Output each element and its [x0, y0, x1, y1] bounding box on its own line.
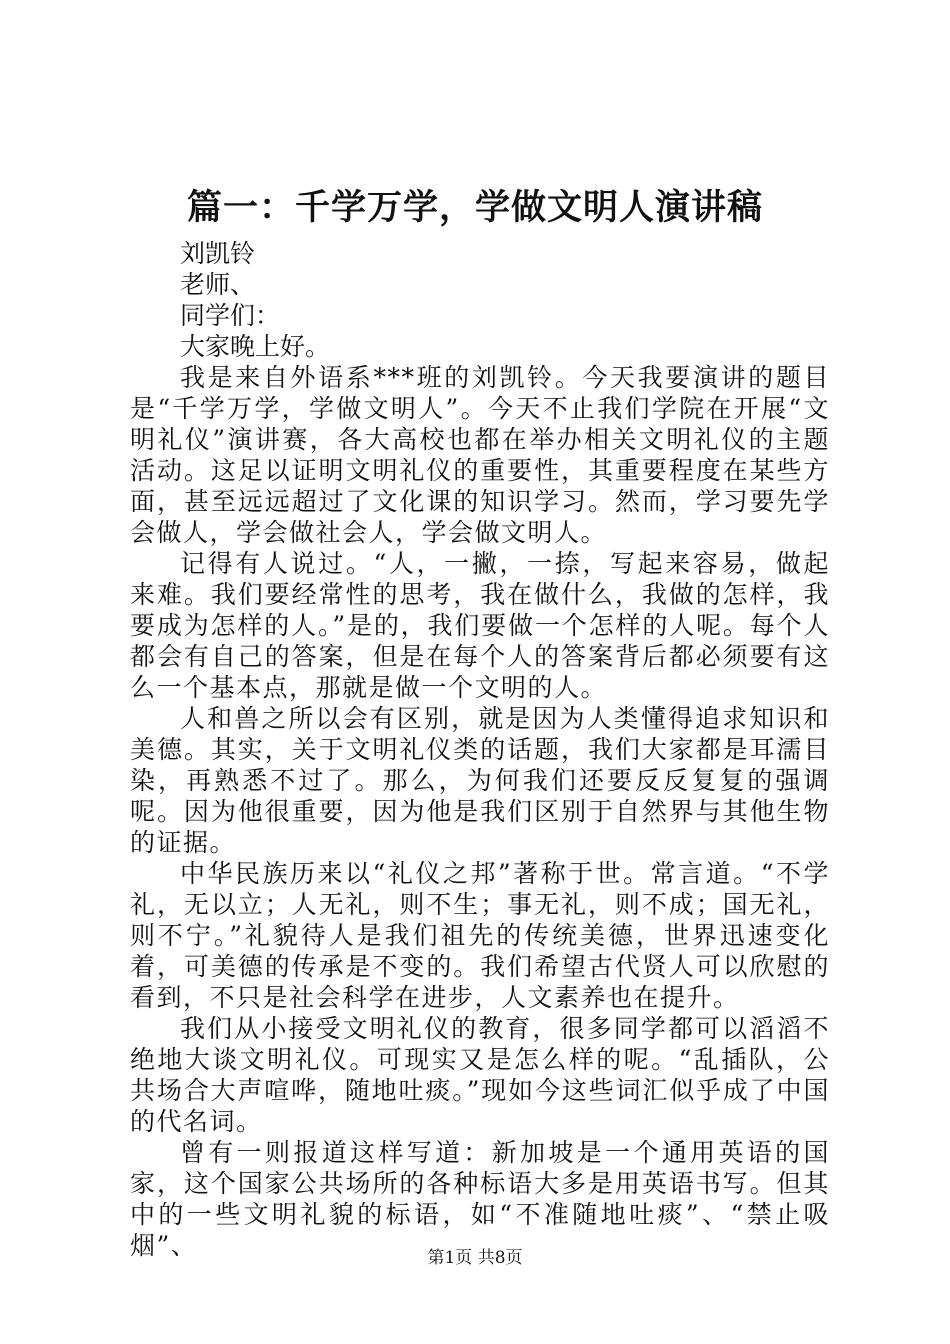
paragraph-2: 记得有人说过。“人，一撇，一捺，写起来容易，做起来难。我们要经常性的思考，我在做什么，我做的怎样，我要成为怎样的人。”是的，我们要做一个怎样的人呢。每个人都会有自己的答案，但是在每个人的答案背后都必须要有这么一个基本点，那就是做一个文明的人。 [130, 549, 830, 702]
paragraph-6: 曾有一则报道这样写道：新加坡是一个通用英语的国家，这个国家公共场所的各种标语大多是用英语书写。但其中的一些文明礼貌的标语，如“不准随地吐痰”、“禁止吸烟”、 [130, 1138, 830, 1260]
author-line: 刘凯铃 [180, 239, 256, 268]
paragraph-4: 中华民族历来以“礼仪之邦”著称于世。常言道。“不学礼，无以立；人无礼，则不生；事无礼，则不成；国无礼，则不宁。”礼貌待人是我们祖先的传统美德，世界迅速变化着，可美德的传承是不变的。我们希望古代贤人可以欣慰的看到，不只是社会科学在进步，人文素养也在提升。 [130, 859, 830, 1012]
paragraph-1: 我是来自外语系***班的刘凯铃。今天我要演讲的题目是“千学万学，学做文明人”。今天不止我们学院在开展“文明礼仪”演讲赛，各大高校也都在举办相关文明礼仪的主题活动。这足以证明文明礼仪的重要性，其重要程度在某些方面，甚至远远超过了文化课的知识学习。然而，学习要先学会做人，学会做社会人，学会做文明人。 [130, 363, 830, 547]
salutation-teachers: 老师、 [180, 270, 256, 299]
page-number-footer: 第1页 共8页 [427, 1248, 523, 1268]
salutation-students: 同学们： [180, 301, 281, 330]
document-title: 篇一：千学万学，学做文明人演讲稿 [186, 187, 763, 228]
greeting-line: 大家晚上好。 [180, 332, 331, 361]
paragraph-5: 我们从小接受文明礼仪的教育，很多同学都可以滔滔不绝地大谈文明礼仪。可现实又是怎么样的呢。“乱插队，公共场合大声喧哗，随地吐痰。”现如今这些词汇似乎成了中国的代名词。 [130, 1014, 830, 1136]
paragraph-3: 人和兽之所以会有区别，就是因为人类懂得追求知识和美德。其实，关于文明礼仪类的话题，我们大家都是耳濡目染，再熟悉不过了。那么，为何我们还要反反复复的强调呢。因为他很重要，因为他是我们区别于自然界与其他生物的证据。 [130, 704, 830, 857]
document-body [130, 238, 830, 1261]
